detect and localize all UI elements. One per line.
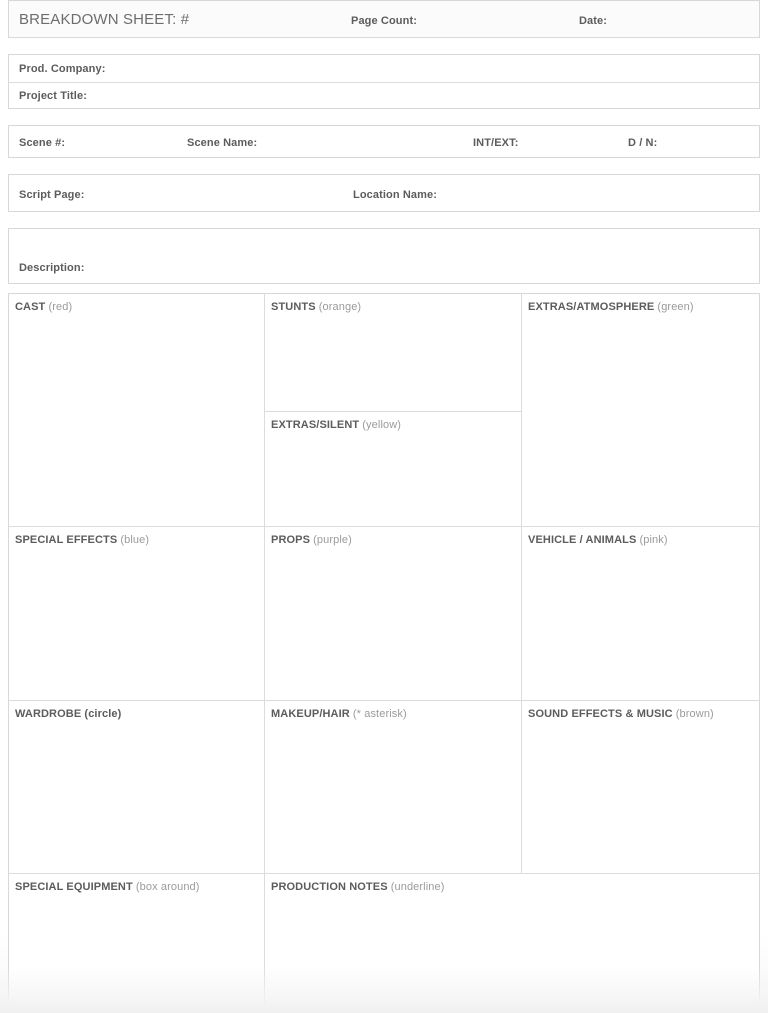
script-page-label: Script Page: (19, 189, 85, 201)
date-label: Date: (579, 15, 608, 27)
scene-info-box (8, 125, 760, 158)
cell-special-effects[interactable] (9, 527, 264, 700)
cell-props[interactable] (265, 527, 521, 700)
category-label-extras-atmosphere: EXTRAS/ATMOSPHERE (green) (528, 301, 694, 313)
cell-special-equipment[interactable] (9, 874, 264, 1003)
spacer (8, 109, 760, 125)
page-count-label: Page Count: (351, 15, 417, 27)
scene-name-label: Scene Name: (187, 137, 258, 149)
sheet-header-box (8, 0, 760, 38)
project-title-label: Project Title: (19, 90, 87, 102)
category-label-extras-silent: EXTRAS/SILENT (yellow) (271, 419, 402, 431)
category-label-production-notes: PRODUCTION NOTES (underline) (271, 881, 445, 893)
spacer (8, 38, 760, 54)
category-label-special-equipment: SPECIAL EQUIPMENT (box around) (15, 881, 200, 893)
divider (9, 82, 759, 83)
cell-sound-effects-music[interactable] (522, 701, 763, 873)
category-grid (8, 293, 760, 1002)
cell-wardrobe[interactable] (9, 701, 264, 873)
cell-vehicle-animals[interactable] (522, 527, 763, 700)
production-info-box (8, 54, 760, 109)
scene-number-label: Scene #: (19, 137, 66, 149)
description-box (8, 228, 760, 284)
category-label-vehicle-animals: VEHICLE / ANIMALS (pink) (528, 534, 668, 546)
cell-production-notes[interactable] (265, 874, 763, 1003)
spacer (8, 284, 760, 293)
cell-stunts[interactable] (265, 294, 521, 411)
cell-makeup-hair[interactable] (265, 701, 521, 873)
category-label-makeup-hair: MAKEUP/HAIR (* asterisk) (271, 708, 407, 720)
cell-extras-silent[interactable] (265, 412, 521, 526)
category-label-sound-effects-music: SOUND EFFECTS & MUSIC (brown) (528, 708, 714, 720)
prod-company-label: Prod. Company: (19, 63, 106, 75)
spacer (8, 158, 760, 174)
category-label-cast: CAST (red) (15, 301, 73, 313)
category-label-stunts: STUNTS (orange) (271, 301, 362, 313)
category-label-props: PROPS (purple) (271, 534, 352, 546)
location-name-label: Location Name: (353, 189, 438, 201)
page-title: BREAKDOWN SHEET: # (19, 11, 190, 28)
int-ext-label: INT/EXT: (473, 137, 519, 149)
day-night-label: D / N: (628, 137, 658, 149)
script-info-box (8, 174, 760, 212)
category-label-wardrobe: WARDROBE (circle) (15, 708, 122, 720)
category-label-special-effects: SPECIAL EFFECTS (blue) (15, 534, 150, 546)
description-label: Description: (19, 262, 85, 274)
spacer (8, 212, 760, 228)
cell-cast[interactable] (9, 294, 264, 526)
cell-extras-atmosphere[interactable] (522, 294, 763, 526)
